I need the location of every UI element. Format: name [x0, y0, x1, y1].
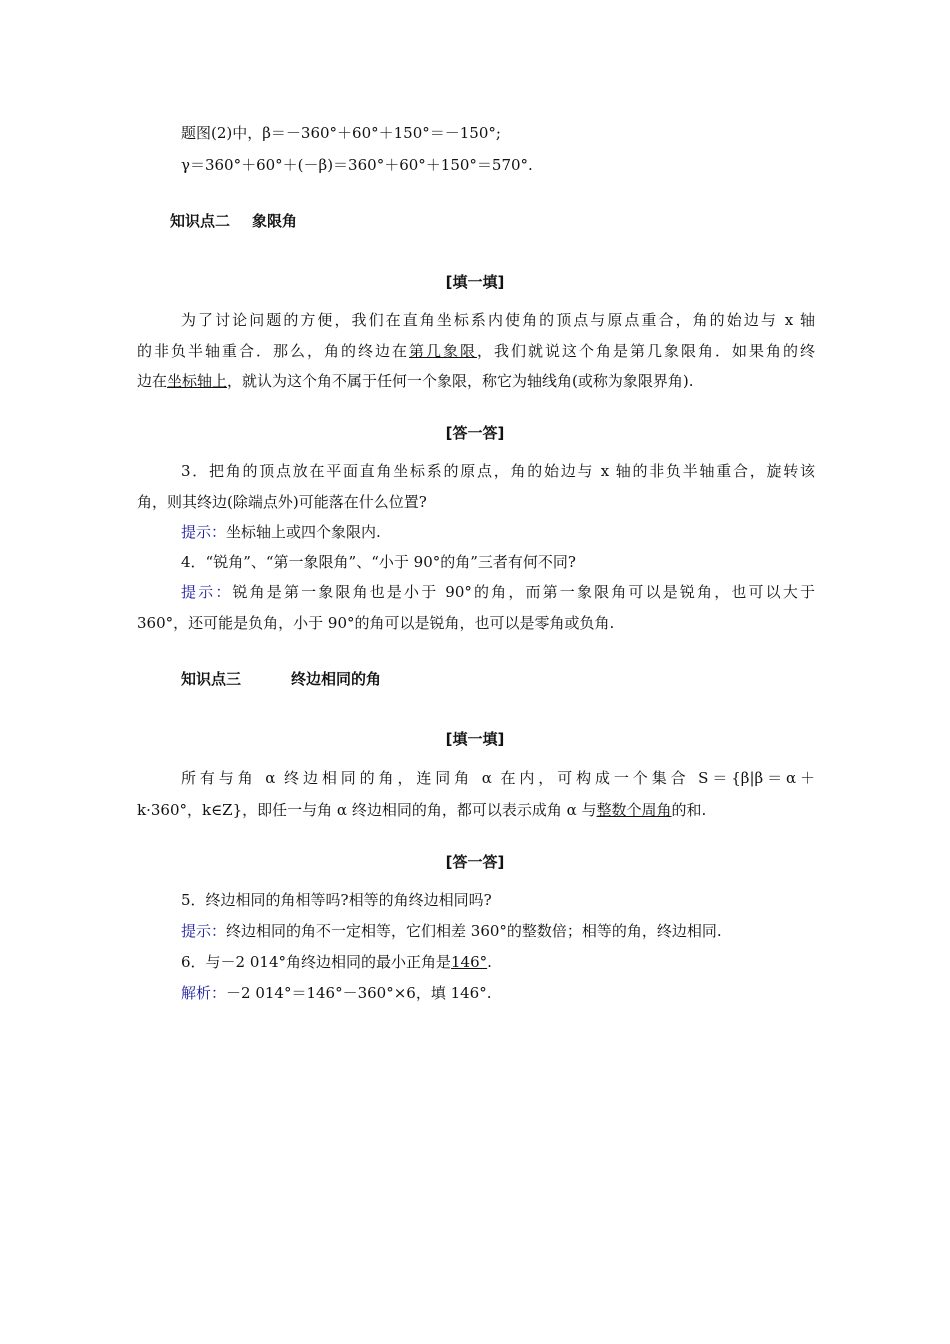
text-span: k·360°，k∈Z}，即任一与角 α 终边相同的角，都可以表示成角 α 与: [137, 801, 597, 819]
fill-in-label: [填一填]: [445, 730, 505, 748]
question-line: [181, 952, 492, 972]
question-line: 4．“锐角”、“第一象限角”、“小于 90°的角”三者有何不同?: [181, 553, 576, 571]
question-line: 角，则其终边(除端点外)可能落在什么位置?: [137, 493, 427, 511]
question-answer-label: [答一答]: [445, 853, 505, 871]
text-span: 的非负半轴重合．那么，角的终边在: [137, 342, 409, 360]
hint-text: 锐角是第一象限角也是小于 90°的角，而第一象限角可以是锐角，也可以大于: [232, 583, 815, 601]
paragraph-line: [137, 371, 694, 391]
text-span: 的和.: [671, 801, 707, 819]
hint-label: 提示：: [181, 523, 227, 541]
solution-line: [181, 983, 492, 1003]
question-line: 3．把角的顶点放在平面直角坐标系的原点，角的始边与 x 轴的非负半轴重合，旋转该: [181, 462, 815, 480]
text-line: γ＝360°＋60°＋(－β)＝360°＋60°＋150°＝570°.: [181, 156, 533, 174]
paragraph-line: [137, 341, 815, 361]
hint-text: 坐标轴上或四个象限内.: [226, 523, 381, 541]
hint-label: 提示：: [181, 922, 227, 940]
answer-underline: 146°: [451, 953, 488, 971]
solution-text: －2 014°＝146°－360°×6，填 146°.: [226, 984, 492, 1002]
section-heading: [181, 669, 381, 689]
paragraph-line: [137, 800, 706, 820]
paragraph-line: 为了讨论问题的方便，我们在直角坐标系内使角的顶点与原点重合，角的始边与 x 轴: [181, 311, 815, 329]
text-span: .: [487, 953, 492, 971]
section-heading: [170, 211, 297, 231]
text-span: ，就认为这个角不属于任何一个象限，称它为轴线角(或称为象限界角).: [227, 372, 694, 390]
solution-label: 解析：: [181, 984, 227, 1002]
hint-text: 终边相同的角不一定相等，它们相差 360°的整数倍；相等的角，终边相同.: [226, 922, 722, 940]
hint-line: [181, 522, 381, 542]
hint-label: 提示：: [181, 583, 233, 601]
question-line: 5．终边相同的角相等吗?相等的角终边相同吗?: [181, 891, 492, 909]
text-span: ，我们就说这个角是第几象限角．如果角的终: [476, 342, 815, 360]
section-title: 终边相同的角: [291, 670, 382, 688]
answer-underline: 整数个周角: [596, 801, 672, 819]
hint-line: [181, 921, 722, 941]
section-label: 知识点三: [181, 670, 242, 688]
question-answer-label: [答一答]: [445, 424, 505, 442]
fill-in-label: [填一填]: [445, 273, 505, 291]
section-title: 象限角: [252, 212, 298, 230]
hint-line: [181, 582, 815, 602]
text-line: 题图(2)中，β＝－360°＋60°＋150°＝－150°;: [181, 124, 501, 142]
answer-underline: 第几象限: [408, 342, 477, 360]
answer-underline: 坐标轴上: [167, 372, 228, 390]
paragraph-line: 所有与角 α 终边相同的角，连同角 α 在内，可构成一个集合 S＝{β|β＝α＋: [181, 769, 815, 787]
text-span: 边在: [137, 372, 168, 390]
text-span: 6．与－2 014°角终边相同的最小正角是: [181, 953, 451, 971]
hint-line: 360°，还可能是负角，小于 90°的角可以是锐角，也可以是零角或负角.: [137, 614, 615, 632]
section-label: 知识点二: [170, 212, 231, 230]
